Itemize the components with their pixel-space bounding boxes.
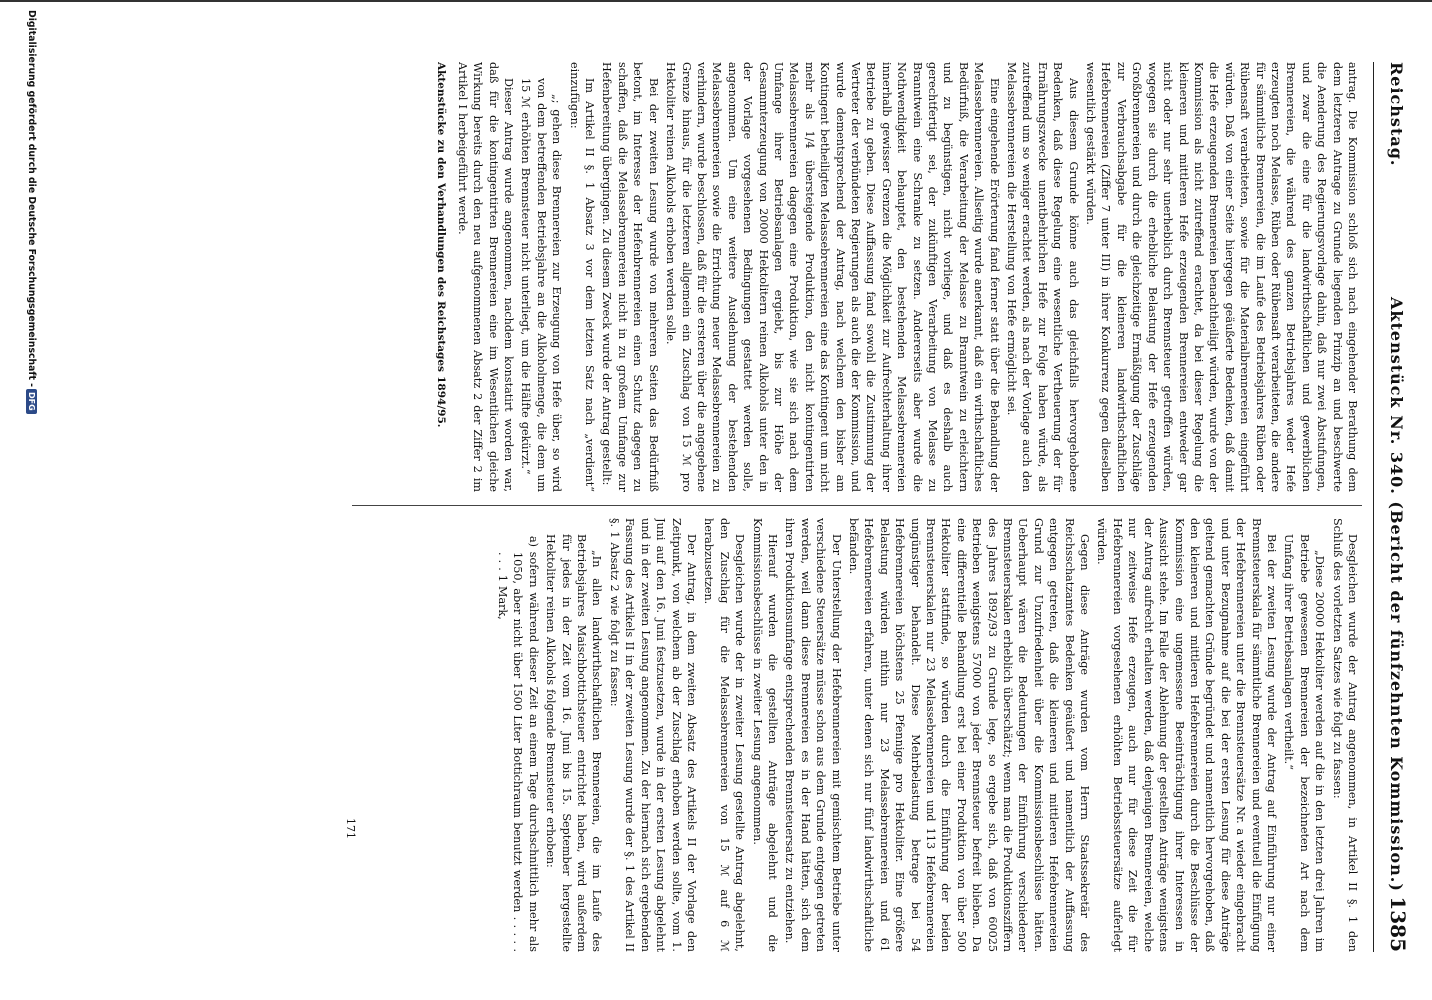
- credit-text: Digitalisierung gefördert durch die Deutsche Forschungsgemeinschaft -: [26, 10, 37, 387]
- paragraph: Der Antrag, in dem zweiten Absatz des Artikels II der Vorlage den Zeitpunkt, von welchem ab der Zuschlag erhoben werden sollte, vom 1. Juni auf den 16. Juni festzusetzen, wurde in der ersten Lesung abgelehnt und in der zweiten Lesung angenommen. Zu der hiernach sich ergebenden Fassung des Artikels II in der zweiten Lesung wurde der §. 1 des Artikel II §. 1 Absatz 2 wie folgt zu fassen:: [607, 518, 698, 952]
- quoted-amendment: „Diese 20000 Hektoliter werden auf die in den letzten drei Jahren im Betriebe gewesenen Brennereien der bezeichneten Art nach dem Umfang ihrer Betriebsanlagen vertheilt.“: [1282, 534, 1327, 952]
- list-item: a) sofern während dieser Zeit an einem Tage durchschnittlich mehr als 1050, aber nicht über 1500 Liter Bottichraum benutzt werden . . . . . . . . 1 Mark,: [496, 536, 540, 952]
- paragraph: Hierauf wurden die gestellten Anträge abgelehnt und die Kommissionsbeschlüsse in zweiter Lesung angenommen.: [750, 518, 779, 952]
- quoted-amendment: „; gehen diese Brennereien zur Erzeugung von Hefe über, so wird von dem betreffenden Betriebsjahre an die Alkoholmenge, die dem um 15 ℳ erhöhten Brennsteuer nicht unterliegt, um die Hälfte gekürzt.“: [519, 78, 564, 492]
- paragraph: Desgleichen wurde der Antrag angenommen, in Artikel II §. 1 den Schluß des vorletzten Satzes wie folgt zu fassen:: [1330, 518, 1359, 952]
- dfg-logo: DFG: [26, 389, 37, 414]
- paragraph: antrag. Die Kommission schloß sich nach eingehender Berathung dem dem letzteren Antrage zu Grunde liegenden Prinzip an und beschwerte die Aenderung des Regierungsvorlage dahin, daß nur zwei Abstufungen, und zwar die eine für die landwirthschaftlichen und gewerblichen Brennereien, die während des ganzen Betriebsjahres weder Hefe erzeugten noch Melasse, Rüben oder Rübensaft verarbeiteten, die andere für sämmtliche Brennereien, die im Laufe des Betriebsjahres Rüben oder Rübensaft verarbeiteten, sowie für die Materialbrennereien eingeführt würden. Daß von einer Seite hiergegen geäußerte Bedenken, daß damit die Hefe erzeugenden Brennereien benachtheiligt würden, wurde von der Kommission als nicht zutreffend erachtet, da bei dieser Regelung die kleineren und mittleren Hefe erzeugenden Brennereien entweder gar nicht oder nur sehr unerheblich durch Brennsteuer getroffen würden, wogegen sie durch die erhebliche Belastung der Hefe erzeugenden Großbrennereien und durch die gleichzeitige Ermäßigung der Zuschläge zur Verbrauchsabgabe für die kleineren landwirthschaftlichen Hefebrennereien (Ziffer 7 unter III) in ihrer Konkurrenz gegen dieselben wesentlich gestärkt würden.: [1084, 62, 1359, 492]
- column-footer: Aktenstücke zu den Verhandlungen des Reichstages 1894/95.: [435, 62, 448, 428]
- paragraph: Der Unterstellung der Hefebrennereien mit gemischtem Betriebe unter verschiedene Steuersätze müsse schon aus dem Grunde entgegen getreten werden, weil dann diese Brennereien es in der Hand hätten, sich dem ihren Produktionsumfange entsprechenden Brennsteuersatz zu entziehen.: [783, 518, 843, 952]
- column-divider: [352, 505, 1362, 506]
- paragraph: Desgleichen wurde der in zweiter Lesung gestellte Antrag abgelehnt, den Zuschlag für die Melassebrennereien von 15 ℳ auf 6 ℳ herabzusetzen.: [702, 518, 747, 952]
- paragraph: Dieser Antrag wurde angenommen, nachdem konstatirt worden war, daß für die kontingentirten Brennereien eine im Wesentlichen gleiche Wirkung bereits durch den neu aufgenommenen Absatz 2 der Ziffer 2 im Artikel I herbeigeführt werde.: [455, 62, 516, 492]
- digitization-credit: [13, 10, 37, 990]
- left-column: [370, 62, 1360, 492]
- quoted-amendment: „In allen landwirthschaftlichen Brennereien, die im Laufe des Betriebsjahres Maischbottichsteuer entrichtet haben, wird außerdem für jedes in der Zeit vom 16. Juni bis 15. September hergestellte Hektoliter reinen Alkohols folgende Brennsteuer erhoben:: [544, 534, 604, 952]
- page-number: 1385: [1386, 896, 1410, 952]
- paragraph: Im Artikel II §. 1 Absatz 3 vor dem letzten Satz nach „verdient“ einzufügen:: [567, 62, 597, 492]
- header-center: Aktenstück Nr. 340. (Bericht der fünfzehnten Kommission.): [1387, 297, 1406, 892]
- page-header: [1373, 62, 1412, 952]
- paragraph: Bei der zweiten Lesung wurde von mehreren Seiten das Bedürfniß betont, im Interesse der Hefenbrennereien einen Schutz dagegen zu schaffen, daß die Melassebrennereien nicht in zu großem Umfange zur Hefenbereitung übergingen. Zu diesem Zweck wurde der Antrag gestellt:: [600, 62, 660, 492]
- paragraph: Gegen diese Anträge wurden vom Herrn Staatssekretär des Reichsschatzamtes Bedenken geäußert und namentlich der Auffassung entgegen getreten, daß die kleineren und mittleren Hefebrennereien Grund zur Unzufriedenheit über die Kommissionsbeschlüsse hätten. Ueberhaupt wären die Bedeutungen der Einführung verschiedener Brennsteuerskalen erheblich überschätzt; wenn man die Produktionsziffern des Jahres 1892/93 zu Grunde lege, so ergebe sich, daß von 60025 Betrieben wenigstens 57000 von jeder Brennsteuer befreit blieben. Da eine differentielle Behandlung erst bei einer Produktion von über 500 Hektoliter stattfinde, so würden durch die Einführung der beiden Brennsteuerskalen nur 23 Melassebrennereien und 113 Hefebrennereien ungünstiger behandelt. Diese Mehrbelastung betrage bei 54 Hefebrennereien höchstens 25 Pfennige pro Hektoliter. Eine größere Belastung würden mithin nur 23 Melassebrennereien und 61 Hefebrennereien erfahren, unter denen sich nur fünf landwirthschaftliche befänden.: [847, 518, 1092, 952]
- scan-edge: [0, 0, 1432, 2]
- paragraph: Bei der zweiten Lesung wurde der Antrag auf Einführung nur einer Brennsteuerskala für sämmtliche Brennereien und eventuell die Einfügung der Hefebrennereien unter die Brennsteuersätze Nr. a wieder eingebracht und unter Bezugnahme auf die bei der ersten Lesung für diese Anträge geltend gemachten Gründe begründet und namentlich hervorgehoben, daß den kleineren und mittleren Hefebrennereien durch die Beschlüsse der Kommission eine ungemessene Beeinträchtigung ihrer Interessen in Aussicht stehe. Im Falle der Ablehnung der gestellten Anträge wenigstens der Antrag aufrecht erhalten werden, daß denjenigen Brennereien, welche nur zeitweise Hefe erzeugen, auch nur für diese Zeit die für Hefebrennereien vorgesehenen erhöhten Betriebssteuersätze auferlegt würden.: [1095, 518, 1278, 952]
- right-column: [350, 518, 1360, 952]
- paragraph: Aus diesem Grunde könne auch das gleichfalls hervorgehobene Bedenken, daß diese Regelung eine wesentliche Vertheuerung der für Ernährungszwecke unentbehrlichen Hefe zur Folge haben würde, als zutreffend um so weniger erachtet werden, als nach der Vorlage auch den Melassebrennereien die Herstellung von Hefe ermöglicht sei.: [1005, 62, 1080, 492]
- header-left: Reichstag.: [1387, 62, 1406, 167]
- paragraph: Eine eingehende Erörterung fand ferner statt über die Behandlung der Melassebrennereien. Allseitig wurde anerkannt, daß ein wirthschaftliches Bedürfniß, die Verarbeitung der Melasse zu Branntwein zu erleichtern und zu begünstigen, nicht vorliege, und daß es deshalb auch gerechtfertigt sei, der zukünftigen Verarbeitung von Melasse zu Branntwein eine Schranke zu setzen. Andererseits aber wurde die Nothwendigkeit behauptet, den bestehenden Melassebrennereien innerhalb gewisser Grenzen die Möglichkeit zur Aufrechterhaltung ihrer Betriebe zu geben. Diese Auffassung fand sowohl die Zustimmung der Vertreter der verbündeten Regierungen als auch die der Kommission, und wurde dementsprechend der Antrag, nach welchem den bisher am Kontingent betheiligten Melassebrennereien eine das Kontingent um nicht mehr als 1/4 übersteigende Produktion, den nicht kontingentirten Melassebrennereien dagegen eine Produktion, wie sie sich nach dem Umfange ihrer Betriebsanlagen ergiebt, bis zur Höhe der Gesammterzeugung von 20000 Hektolitern reinen Alkohols unter den in der Vorlage vorgesehenen Bedingungen gestattet werden solle, angenommen. Um eine weitere Ausdehnung der bestehenden Melassebrennereien sowie die Errichtung neuer Melassebrennereien zu verhindern, wurde beschlossen, daß für die ersteren über die angegebene Grenze hinaus, für die letzteren allgemein ein Zuschlag von 15 ℳ pro Hektoliter reinen Alkohols erhoben werden solle.: [664, 62, 1001, 492]
- signature-number: 171: [344, 818, 357, 839]
